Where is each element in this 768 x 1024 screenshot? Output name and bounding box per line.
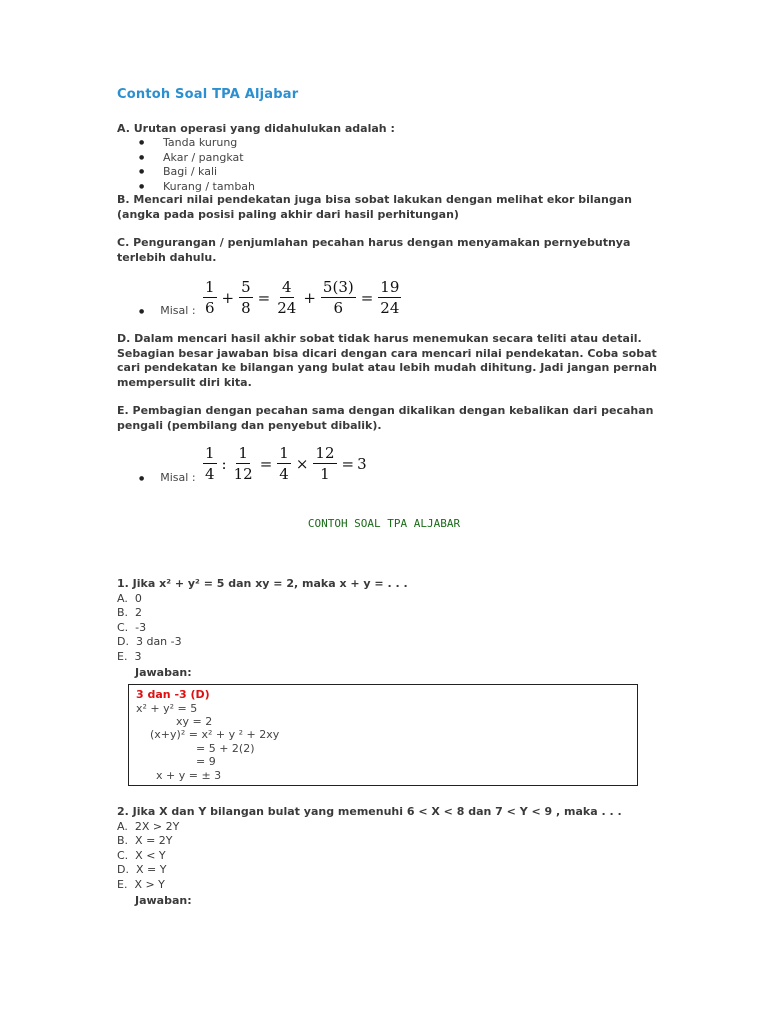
fraction	[321, 278, 356, 317]
operator: =	[360, 288, 374, 307]
option-b: B. 2	[117, 606, 143, 619]
fraction	[277, 444, 291, 483]
denominator: 6	[333, 299, 344, 317]
solution-step: x² + y² = 5	[136, 702, 198, 715]
numerator: 19	[380, 278, 400, 296]
numerator: 5(3)	[322, 278, 354, 296]
numerator: 4	[282, 278, 292, 296]
jawaban-label: Jawaban:	[135, 666, 192, 679]
solution-step: (x+y)² = x² + y ² + 2xy	[150, 728, 280, 741]
denominator: 1	[320, 465, 330, 483]
question-text: 1. Jika x² + y² = 5 dan xy = 2, maka x + y = . . .	[117, 577, 408, 590]
numerator: 1	[205, 444, 215, 462]
option-b: B. X = 2Y	[117, 834, 173, 847]
page-title: Contoh Soal TPA Aljabar	[117, 87, 299, 102]
section-e-text: E. Pembagian dengan pecahan sama dengan dikalikan dengan kebalikan dari pecahan pengali (pembilang dan penyebut dibalik).	[117, 404, 654, 432]
denominator: 24	[277, 299, 297, 317]
operator: +	[221, 288, 235, 307]
option-e: E. 3	[117, 649, 142, 663]
fraction	[313, 444, 336, 483]
denominator: 8	[241, 299, 251, 317]
list-item: ● Akar / pangkat	[117, 151, 255, 166]
bullet-icon: ●	[139, 474, 145, 482]
operator: ×	[295, 454, 309, 473]
misal-label: Misal :	[160, 304, 196, 317]
operator: :	[221, 454, 227, 473]
option-a: A. 0	[117, 591, 142, 605]
list-item: ● Kurang / tambah	[117, 180, 255, 195]
numerator: 12	[315, 444, 335, 462]
equation-c	[201, 278, 403, 317]
denominator: 4	[205, 465, 215, 483]
equation-e	[201, 444, 367, 483]
numerator: 1	[205, 278, 215, 296]
section-d-text: D. Dalam mencari hasil akhir sobat tidak harus menemukan secara teliti atau detail. Sebagian besar jawaban bisa dicari dengan cara mencari nilai pendekatan. Coba sobat cari pendekatan ke bilangan yang bulat atau lebih mudah dihitung. Jadi jangan pernah mempersulit diri kita.	[117, 332, 658, 389]
denominator: 24	[380, 299, 400, 317]
option-a: A. 2X > 2Y	[117, 819, 180, 833]
section-title: CONTOH SOAL TPA ALJABAR	[307, 517, 461, 530]
section-c-text: C. Pengurangan / penjumlahan pecahan harus dengan menyamakan pernyebutnya terlebih dahulu.	[117, 236, 631, 264]
fraction	[378, 278, 401, 317]
option-c: C. X < Y	[117, 848, 166, 862]
numerator: 1	[238, 444, 248, 462]
solution-step: xy = 2	[176, 715, 213, 728]
misal-c	[139, 304, 196, 317]
jawaban-label: Jawaban:	[135, 894, 192, 907]
list-item: ● Tanda kurung	[117, 136, 255, 151]
question-1	[117, 577, 408, 664]
denominator: 6	[205, 299, 215, 317]
fraction	[232, 444, 255, 483]
list-item: ● Bagi / kali	[117, 165, 255, 180]
question-2	[117, 805, 622, 892]
denominator: 12	[233, 465, 253, 483]
result: 3	[357, 454, 367, 473]
fraction	[275, 278, 298, 317]
option-e: E. X > Y	[117, 877, 165, 891]
solution-step: x + y = ± 3	[156, 769, 222, 782]
option-c: C. -3	[117, 620, 147, 634]
answer-text: 3 dan -3 (D)	[136, 688, 210, 701]
bullet-icon: ●	[139, 307, 145, 315]
misal-e	[139, 471, 196, 484]
fraction	[203, 444, 217, 483]
solution-step: = 9	[196, 755, 216, 768]
operator: =	[257, 288, 271, 307]
section-a-list	[117, 136, 255, 194]
fraction	[239, 278, 253, 317]
operator: =	[259, 454, 273, 473]
section-a-heading: A. Urutan operasi yang didahulukan adalah :	[117, 122, 395, 135]
denominator: 4	[279, 465, 289, 483]
section-b-text: B. Mencari nilai pendekatan juga bisa sobat lakukan dengan melihat ekor bilangan (angka pada posisi paling akhir dari hasil perhitungan)	[117, 193, 632, 221]
option-d: D. 3 dan -3	[117, 635, 182, 648]
operator: +	[303, 288, 316, 307]
fraction	[203, 278, 217, 317]
misal-label: Misal :	[160, 471, 196, 484]
option-d: D. X = Y	[117, 863, 167, 876]
operator: =	[341, 454, 355, 473]
solution-step: = 5 + 2(2)	[196, 742, 255, 755]
numerator: 5	[241, 278, 251, 296]
numerator: 1	[279, 444, 289, 462]
answer-box	[128, 684, 638, 786]
question-text: 2. Jika X dan Y bilangan bulat yang memenuhi 6 < X < 8 dan 7 < Y < 9 , maka . . .	[117, 805, 622, 818]
